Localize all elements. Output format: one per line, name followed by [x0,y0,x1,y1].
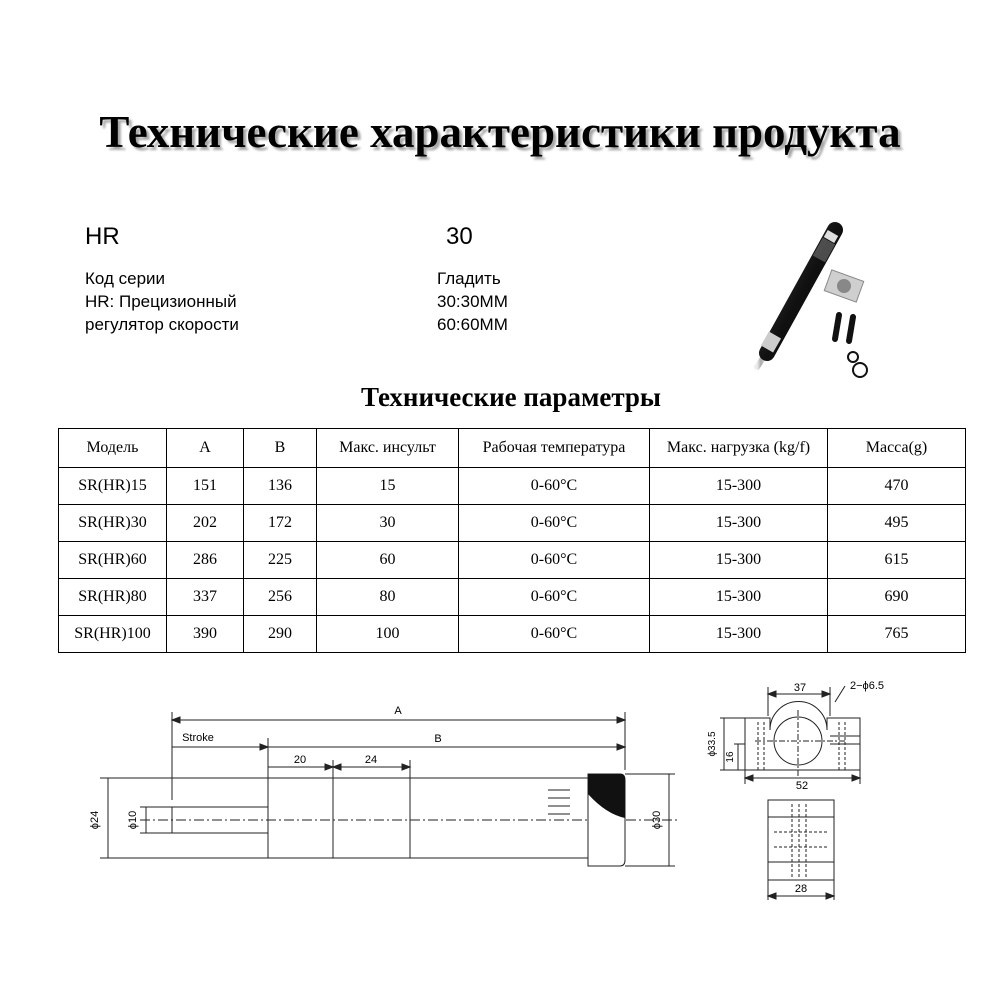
snap-rings-image [848,352,867,377]
side-view-drawing [80,690,700,890]
cell-b: 136 [244,468,317,505]
series-code: HR [85,223,120,250]
cell-max-stroke: 15 [317,468,459,505]
mounting-bracket-image [824,270,863,302]
cell-a: 286 [167,542,244,579]
shock-absorber-image [757,230,835,367]
table-row [59,579,966,616]
cell-temperature: 0-60°C [459,468,650,505]
cell-max-stroke: 80 [317,579,459,616]
stroke-label: Гладить [437,269,501,288]
parameters-table [58,428,966,653]
cell-a: 202 [167,505,244,542]
cell-model: SR(HR)100 [59,616,167,653]
dim-label-a: A [394,705,402,717]
cell-mass: 470 [828,468,966,505]
cell-b: 290 [244,616,317,653]
cell-a: 337 [167,579,244,616]
cell-model: SR(HR)30 [59,505,167,542]
cell-max-stroke: 30 [317,505,459,542]
series-label: Код серии [85,269,166,288]
bracket-drawing [700,672,930,912]
cell-a: 390 [167,616,244,653]
header-model: Модель [59,429,167,468]
cell-b: 256 [244,579,317,616]
cell-mass: 690 [828,579,966,616]
header-max-stroke: Макс. инсульт [317,429,459,468]
cell-max-stroke: 60 [317,542,459,579]
dim-label-dia-24: ϕ24 [89,810,101,830]
cell-b: 225 [244,542,317,579]
bracket-dim-dia: ϕ33.5 [707,731,718,757]
table-header-row [59,429,966,468]
bracket-dim-holes: 2−ϕ6.5 [850,680,884,692]
cell-max-load: 15-300 [650,468,828,505]
table-row [59,542,966,579]
cell-model: SR(HR)80 [59,579,167,616]
table-row [59,505,966,542]
header-mass: Масса(g) [828,429,966,468]
cell-max-load: 15-300 [650,542,828,579]
table-row [59,468,966,505]
bracket-dim-37: 37 [793,682,807,694]
stroke-description [437,267,508,336]
page-title: Технические характеристики продукта [99,107,901,157]
dim-label-b: B [434,733,442,745]
bracket-dim-52: 52 [795,780,809,792]
cell-model: SR(HR)15 [59,468,167,505]
cell-mass: 765 [828,616,966,653]
cell-model: SR(HR)60 [59,542,167,579]
header-max-load: Макс. нагрузка (kg/f) [650,429,828,468]
dim-label-20: 20 [293,754,307,766]
cell-temperature: 0-60°C [459,616,650,653]
header-operating-temperature: Рабочая температура [459,429,650,468]
cell-max-stroke: 100 [317,616,459,653]
section-title: Технические параметры [360,382,662,412]
dim-label-dia-10: ϕ10 [127,810,139,830]
cell-max-load: 15-300 [650,505,828,542]
product-photo [745,215,885,385]
series-desc-line1: HR: Прецизионный [85,292,237,311]
cell-b: 172 [244,505,317,542]
bolts-image [835,315,853,341]
bracket-dim-16: 16 [725,751,736,763]
table-row [59,616,966,653]
series-desc-line2: регулятор скорости [85,315,239,334]
stroke-option-60: 60:60MM [437,315,508,334]
bracket-dim-28: 28 [794,883,808,895]
cell-mass: 495 [828,505,966,542]
header-a: A [167,429,244,468]
dim-label-24: 24 [364,754,378,766]
cell-a: 151 [167,468,244,505]
dim-label-dia-30: ϕ30 [651,810,663,830]
stroke-option-30: 30:30MM [437,292,508,311]
cell-temperature: 0-60°C [459,505,650,542]
cell-max-load: 15-300 [650,616,828,653]
cell-mass: 615 [828,542,966,579]
header-b: B [244,429,317,468]
stroke-code: 30 [446,223,473,250]
series-description [85,267,239,336]
cell-temperature: 0-60°C [459,579,650,616]
cell-temperature: 0-60°C [459,542,650,579]
dim-label-stroke: Stroke [182,732,214,744]
cell-max-load: 15-300 [650,579,828,616]
